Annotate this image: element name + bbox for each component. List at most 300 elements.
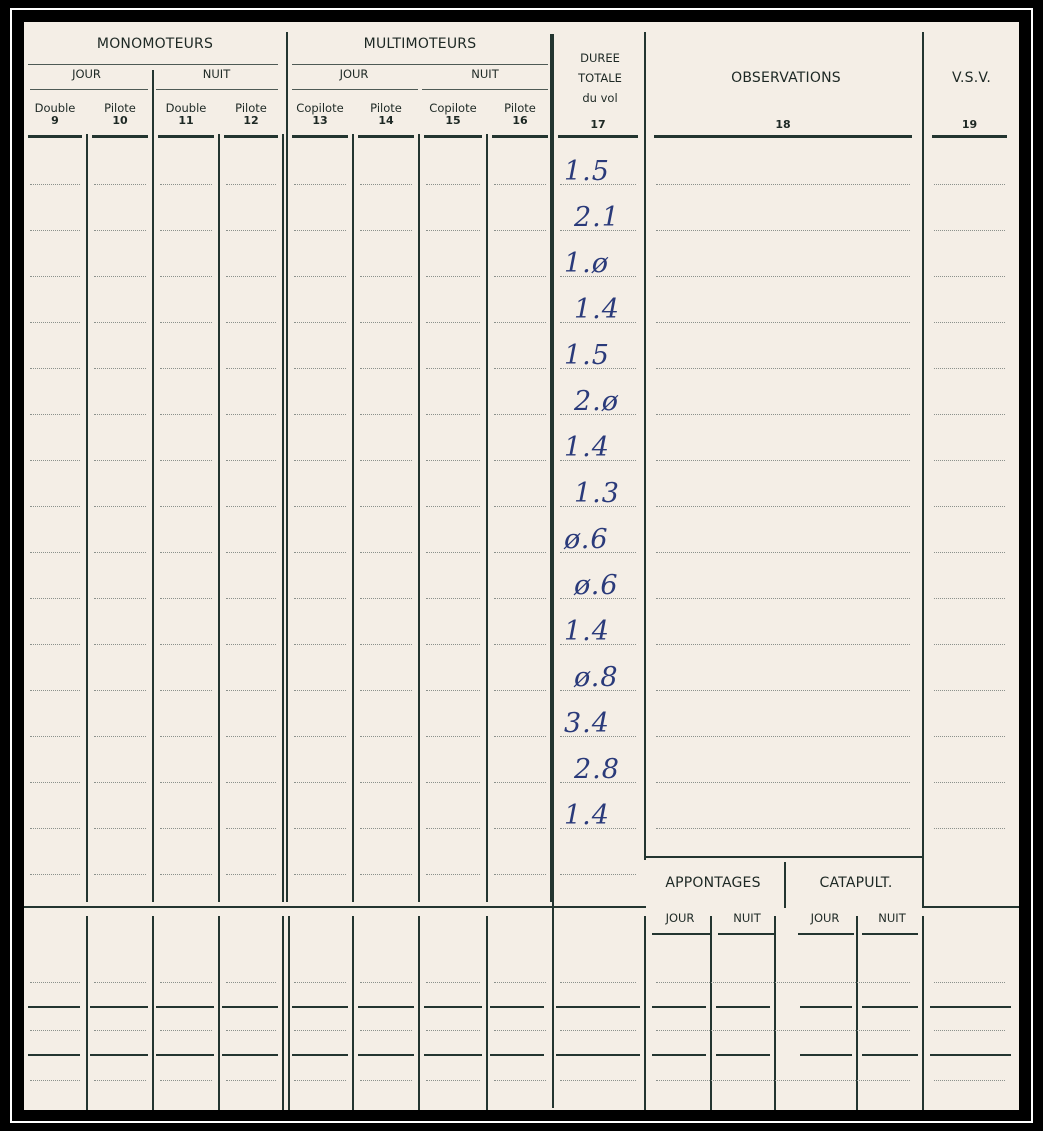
totals-dots: [560, 1080, 636, 1081]
row-dots: [94, 644, 146, 645]
row-dots: [160, 874, 212, 875]
row-dots: [426, 874, 480, 875]
label-cat-nuit: NUIT: [878, 911, 906, 925]
totals-dots: [560, 982, 636, 983]
flight-time-entry: 1.5: [564, 156, 610, 187]
header-observations: OBSERVATIONS: [731, 70, 841, 86]
header-mono-nuit: NUIT: [202, 67, 231, 81]
row-dots: [426, 184, 480, 185]
row-dots: [160, 276, 212, 277]
totals-dots: [934, 982, 1005, 983]
row-dots: [426, 230, 480, 231]
col-rule: [486, 134, 488, 902]
row-dots: [656, 460, 910, 461]
header-rule: [292, 135, 348, 138]
row-dots: [160, 598, 212, 599]
row-dots: [226, 690, 276, 691]
totals-line: [800, 1054, 852, 1056]
row-dots: [94, 230, 146, 231]
totals-dots: [656, 1080, 910, 1081]
header-rule: [28, 135, 82, 138]
row-dots: [30, 230, 80, 231]
totals-dots: [934, 1030, 1005, 1031]
row-dots: [294, 828, 346, 829]
lower-col-rule: [644, 916, 646, 1110]
totals-line: [652, 1006, 706, 1008]
totals-line: [930, 1054, 1011, 1056]
row-dots: [94, 782, 146, 783]
col-number-11: 11: [178, 114, 194, 127]
header-monomoteurs: MONOMOTEURS: [96, 36, 214, 52]
header-multi-jour: JOUR: [339, 67, 369, 81]
row-dots: [226, 598, 276, 599]
row-dots: [226, 322, 276, 323]
totals-dots: [934, 1080, 1005, 1081]
row-dots: [656, 414, 910, 415]
flight-time-entry: 2.8: [574, 754, 620, 785]
row-dots: [30, 368, 80, 369]
row-dots: [426, 598, 480, 599]
row-dots: [426, 690, 480, 691]
row-dots: [494, 230, 546, 231]
totals-line: [930, 1006, 1011, 1008]
row-dots: [560, 874, 636, 875]
rule-multi-nuit: [422, 89, 548, 90]
totals-dots: [494, 982, 546, 983]
row-dots: [656, 690, 910, 691]
rule-multi-jour: [292, 89, 418, 90]
totals-line: [90, 1006, 148, 1008]
totals-line: [292, 1054, 348, 1056]
col-number-15: 15: [445, 114, 461, 127]
rule-mono: [28, 64, 278, 65]
bottom-subrule: [718, 933, 774, 935]
row-dots: [226, 184, 276, 185]
col-header-13: Copilote: [296, 101, 344, 115]
header-rule: [492, 135, 548, 138]
row-dots: [656, 828, 910, 829]
flight-time-entry: 1.5: [564, 340, 610, 371]
row-dots: [360, 782, 412, 783]
header-rule: [654, 135, 912, 138]
row-dots: [30, 414, 80, 415]
lower-col-rule: [86, 916, 88, 1110]
lower-col-rule: [352, 916, 354, 1110]
row-dots: [656, 506, 910, 507]
row-dots: [160, 230, 212, 231]
row-dots: [30, 552, 80, 553]
duree-rule-right: [644, 32, 646, 860]
row-dots: [94, 368, 146, 369]
totals-line: [358, 1006, 414, 1008]
row-dots: [360, 736, 412, 737]
row-dots: [94, 598, 146, 599]
totals-dots: [656, 982, 910, 983]
row-dots: [934, 782, 1005, 783]
row-dots: [934, 506, 1005, 507]
row-dots: [494, 506, 546, 507]
row-dots: [360, 460, 412, 461]
flight-time-entry: 1.ø: [564, 248, 610, 279]
lower-col-rule: [486, 916, 488, 1110]
row-dots: [656, 782, 910, 783]
flight-time-entry: 3.4: [564, 708, 610, 739]
row-dots: [494, 552, 546, 553]
duree-rule-left: [552, 34, 554, 1108]
row-dots: [294, 874, 346, 875]
col-header-16: Pilote: [504, 101, 536, 115]
totals-dots: [226, 1080, 276, 1081]
row-dots: [226, 230, 276, 231]
bottom-subrule: [652, 933, 710, 935]
label-app-nuit: NUIT: [733, 911, 761, 925]
flight-time-entry: 1.4: [574, 294, 620, 325]
col-rule: [86, 134, 88, 902]
row-dots: [656, 736, 910, 737]
totals-dots: [426, 982, 480, 983]
row-dots: [426, 736, 480, 737]
header-rule: [558, 135, 638, 138]
row-dots: [494, 598, 546, 599]
row-dots: [30, 460, 80, 461]
row-dots: [94, 276, 146, 277]
flight-time-entry: 2.ø: [574, 386, 620, 417]
row-dots: [656, 644, 910, 645]
label-appontages: APPONTAGES: [665, 875, 761, 891]
totals-dots: [30, 1080, 80, 1081]
row-dots: [30, 782, 80, 783]
totals-line: [222, 1054, 278, 1056]
totals-line: [222, 1006, 278, 1008]
row-dots: [30, 874, 80, 875]
flight-time-entry: ø.6: [564, 524, 609, 555]
row-dots: [360, 552, 412, 553]
col-header-10: Pilote: [104, 101, 136, 115]
totals-line: [800, 1006, 852, 1008]
row-dots: [226, 368, 276, 369]
totals-line: [424, 1006, 482, 1008]
col-number-10: 10: [112, 114, 128, 127]
row-dots: [160, 736, 212, 737]
row-dots: [934, 552, 1005, 553]
row-dots: [30, 322, 80, 323]
col-rule: [152, 134, 154, 902]
header-rule: [92, 135, 148, 138]
row-dots: [934, 230, 1005, 231]
row-dots: [226, 276, 276, 277]
row-dots: [360, 368, 412, 369]
row-dots: [294, 368, 346, 369]
row-dots: [934, 460, 1005, 461]
row-dots: [426, 782, 480, 783]
row-dots: [360, 276, 412, 277]
row-dots: [226, 552, 276, 553]
row-dots: [160, 690, 212, 691]
col-rule: [282, 134, 284, 902]
bottom-box-right: [922, 858, 924, 908]
label-app-jour: JOUR: [665, 911, 695, 925]
logbook-page: [24, 22, 1019, 1110]
bottom-subrule: [862, 933, 918, 935]
row-dots: [426, 368, 480, 369]
row-dots: [360, 414, 412, 415]
flight-time-entry: 1.4: [564, 616, 610, 647]
row-dots: [294, 184, 346, 185]
totals-dots: [494, 1080, 546, 1081]
row-dots: [360, 828, 412, 829]
totals-dots: [160, 1030, 212, 1031]
col-header-9: Double: [34, 101, 76, 115]
row-dots: [294, 322, 346, 323]
lower-col-rule: [288, 916, 290, 1110]
row-dots: [656, 598, 910, 599]
row-dots: [30, 506, 80, 507]
totals-rule: [24, 906, 646, 908]
row-dots: [934, 368, 1005, 369]
row-dots: [226, 460, 276, 461]
row-dots: [30, 828, 80, 829]
row-dots: [494, 414, 546, 415]
group-rule-1: [286, 32, 288, 902]
row-dots: [160, 506, 212, 507]
flight-time-entry: 1.4: [564, 432, 610, 463]
row-dots: [226, 736, 276, 737]
row-dots: [360, 506, 412, 507]
col-number-12: 12: [243, 114, 259, 127]
row-dots: [494, 874, 546, 875]
totals-line: [556, 1006, 640, 1008]
row-dots: [934, 276, 1005, 277]
row-dots: [294, 598, 346, 599]
header-mono-jour: JOUR: [72, 67, 101, 81]
row-dots: [226, 506, 276, 507]
row-dots: [30, 598, 80, 599]
col-rule: [418, 134, 420, 902]
row-dots: [934, 644, 1005, 645]
row-dots: [30, 644, 80, 645]
row-dots: [30, 690, 80, 691]
row-dots: [426, 506, 480, 507]
header-rule: [932, 135, 1007, 138]
label-catapult: CATAPULT.: [819, 875, 893, 891]
row-dots: [656, 184, 910, 185]
totals-line: [28, 1006, 80, 1008]
row-dots: [226, 828, 276, 829]
row-dots: [294, 736, 346, 737]
lower-col-rule: [922, 916, 924, 1110]
col-header-14: Pilote: [370, 101, 402, 115]
group-rule-mono: [152, 70, 154, 134]
row-dots: [934, 598, 1005, 599]
totals-line: [90, 1054, 148, 1056]
row-dots: [94, 414, 146, 415]
row-dots: [426, 644, 480, 645]
row-dots: [160, 368, 212, 369]
row-dots: [494, 460, 546, 461]
row-dots: [160, 644, 212, 645]
col-header-12: Pilote: [235, 101, 267, 115]
row-dots: [360, 690, 412, 691]
totals-dots: [560, 1030, 636, 1031]
flight-time-entry: ø.6: [574, 570, 619, 601]
bottom-subrule: [798, 933, 854, 935]
row-dots: [226, 782, 276, 783]
row-dots: [934, 828, 1005, 829]
lower-col-rule: [152, 916, 154, 1110]
row-dots: [934, 322, 1005, 323]
row-dots: [226, 874, 276, 875]
totals-dots: [360, 1030, 412, 1031]
row-dots: [494, 184, 546, 185]
row-dots: [360, 874, 412, 875]
totals-line: [490, 1054, 544, 1056]
row-dots: [360, 322, 412, 323]
totals-dots: [426, 1080, 480, 1081]
totals-line: [490, 1006, 544, 1008]
row-dots: [360, 184, 412, 185]
row-dots: [656, 552, 910, 553]
totals-dots: [160, 982, 212, 983]
row-dots: [360, 644, 412, 645]
obs-rule-right: [922, 32, 924, 872]
totals-dots: [360, 982, 412, 983]
col-rule: [352, 134, 354, 902]
totals-line: [652, 1054, 706, 1056]
totals-dots: [294, 1030, 346, 1031]
totals-dots: [226, 982, 276, 983]
row-dots: [494, 322, 546, 323]
row-dots: [94, 828, 146, 829]
totals-dots: [494, 1030, 546, 1031]
row-dots: [226, 414, 276, 415]
totals-line: [292, 1006, 348, 1008]
row-dots: [294, 276, 346, 277]
row-dots: [160, 782, 212, 783]
totals-line: [358, 1054, 414, 1056]
row-dots: [30, 276, 80, 277]
totals-dots: [360, 1080, 412, 1081]
totals-line: [424, 1054, 482, 1056]
header-du-vol: du vol: [582, 91, 618, 105]
totals-dots: [160, 1080, 212, 1081]
totals-dots: [226, 1030, 276, 1031]
row-dots: [426, 552, 480, 553]
row-dots: [360, 598, 412, 599]
row-dots: [30, 736, 80, 737]
row-dots: [94, 506, 146, 507]
row-dots: [294, 644, 346, 645]
header-rule: [158, 135, 214, 138]
header-rule: [424, 135, 482, 138]
totals-dots: [30, 982, 80, 983]
row-dots: [934, 736, 1005, 737]
totals-line: [156, 1006, 214, 1008]
row-dots: [294, 460, 346, 461]
col-number-13: 13: [312, 114, 328, 127]
flight-time-entry: 1.4: [564, 800, 610, 831]
totals-line: [716, 1054, 770, 1056]
totals-dots: [94, 1030, 146, 1031]
row-dots: [494, 644, 546, 645]
row-dots: [426, 322, 480, 323]
row-dots: [294, 552, 346, 553]
totals-rule-right: [924, 906, 1019, 908]
row-dots: [160, 460, 212, 461]
row-dots: [160, 414, 212, 415]
totals-line: [28, 1054, 80, 1056]
row-dots: [426, 414, 480, 415]
row-dots: [934, 184, 1005, 185]
row-dots: [294, 782, 346, 783]
rule-mono-jour: [30, 89, 148, 90]
row-dots: [934, 690, 1005, 691]
row-dots: [494, 276, 546, 277]
header-vsv: V.S.V.: [952, 70, 991, 86]
row-dots: [426, 828, 480, 829]
row-dots: [656, 322, 910, 323]
row-dots: [294, 414, 346, 415]
totals-dots: [94, 982, 146, 983]
row-dots: [160, 828, 212, 829]
row-dots: [934, 414, 1005, 415]
row-dots: [94, 736, 146, 737]
bottom-mid-rule: [784, 862, 786, 908]
row-dots: [226, 644, 276, 645]
row-dots: [160, 184, 212, 185]
flight-time-entry: 2.1: [574, 202, 620, 233]
row-dots: [94, 874, 146, 875]
row-dots: [494, 828, 546, 829]
totals-line: [716, 1006, 770, 1008]
row-dots: [494, 690, 546, 691]
row-dots: [426, 460, 480, 461]
totals-dots: [656, 1030, 910, 1031]
totals-dots: [426, 1030, 480, 1031]
header-duree: DUREE: [580, 51, 620, 65]
totals-line: [862, 1006, 918, 1008]
row-dots: [426, 276, 480, 277]
totals-line: [556, 1054, 640, 1056]
header-rule: [358, 135, 414, 138]
row-dots: [494, 368, 546, 369]
label-cat-jour: JOUR: [810, 911, 840, 925]
row-dots: [656, 368, 910, 369]
col-number-17: 17: [590, 118, 606, 131]
col-number-19: 19: [961, 118, 978, 131]
row-dots: [30, 184, 80, 185]
header-multimoteurs: MULTIMOTEURS: [363, 36, 477, 52]
row-dots: [656, 276, 910, 277]
col-header-11: Double: [165, 101, 207, 115]
bottom-box-top: [644, 856, 924, 858]
col-number-16: 16: [512, 114, 528, 127]
row-dots: [294, 506, 346, 507]
row-dots: [494, 782, 546, 783]
row-dots: [94, 322, 146, 323]
totals-dots: [94, 1080, 146, 1081]
row-dots: [94, 552, 146, 553]
flight-time-entry: ø.8: [574, 662, 619, 693]
rule-multi: [292, 64, 548, 65]
lower-col-rule: [418, 916, 420, 1110]
rule-mono-nuit: [156, 89, 278, 90]
header-multi-nuit: NUIT: [471, 67, 499, 81]
row-dots: [94, 690, 146, 691]
row-dots: [94, 184, 146, 185]
header-rule: [224, 135, 278, 138]
row-dots: [160, 322, 212, 323]
lower-col-rule: [282, 916, 284, 1110]
